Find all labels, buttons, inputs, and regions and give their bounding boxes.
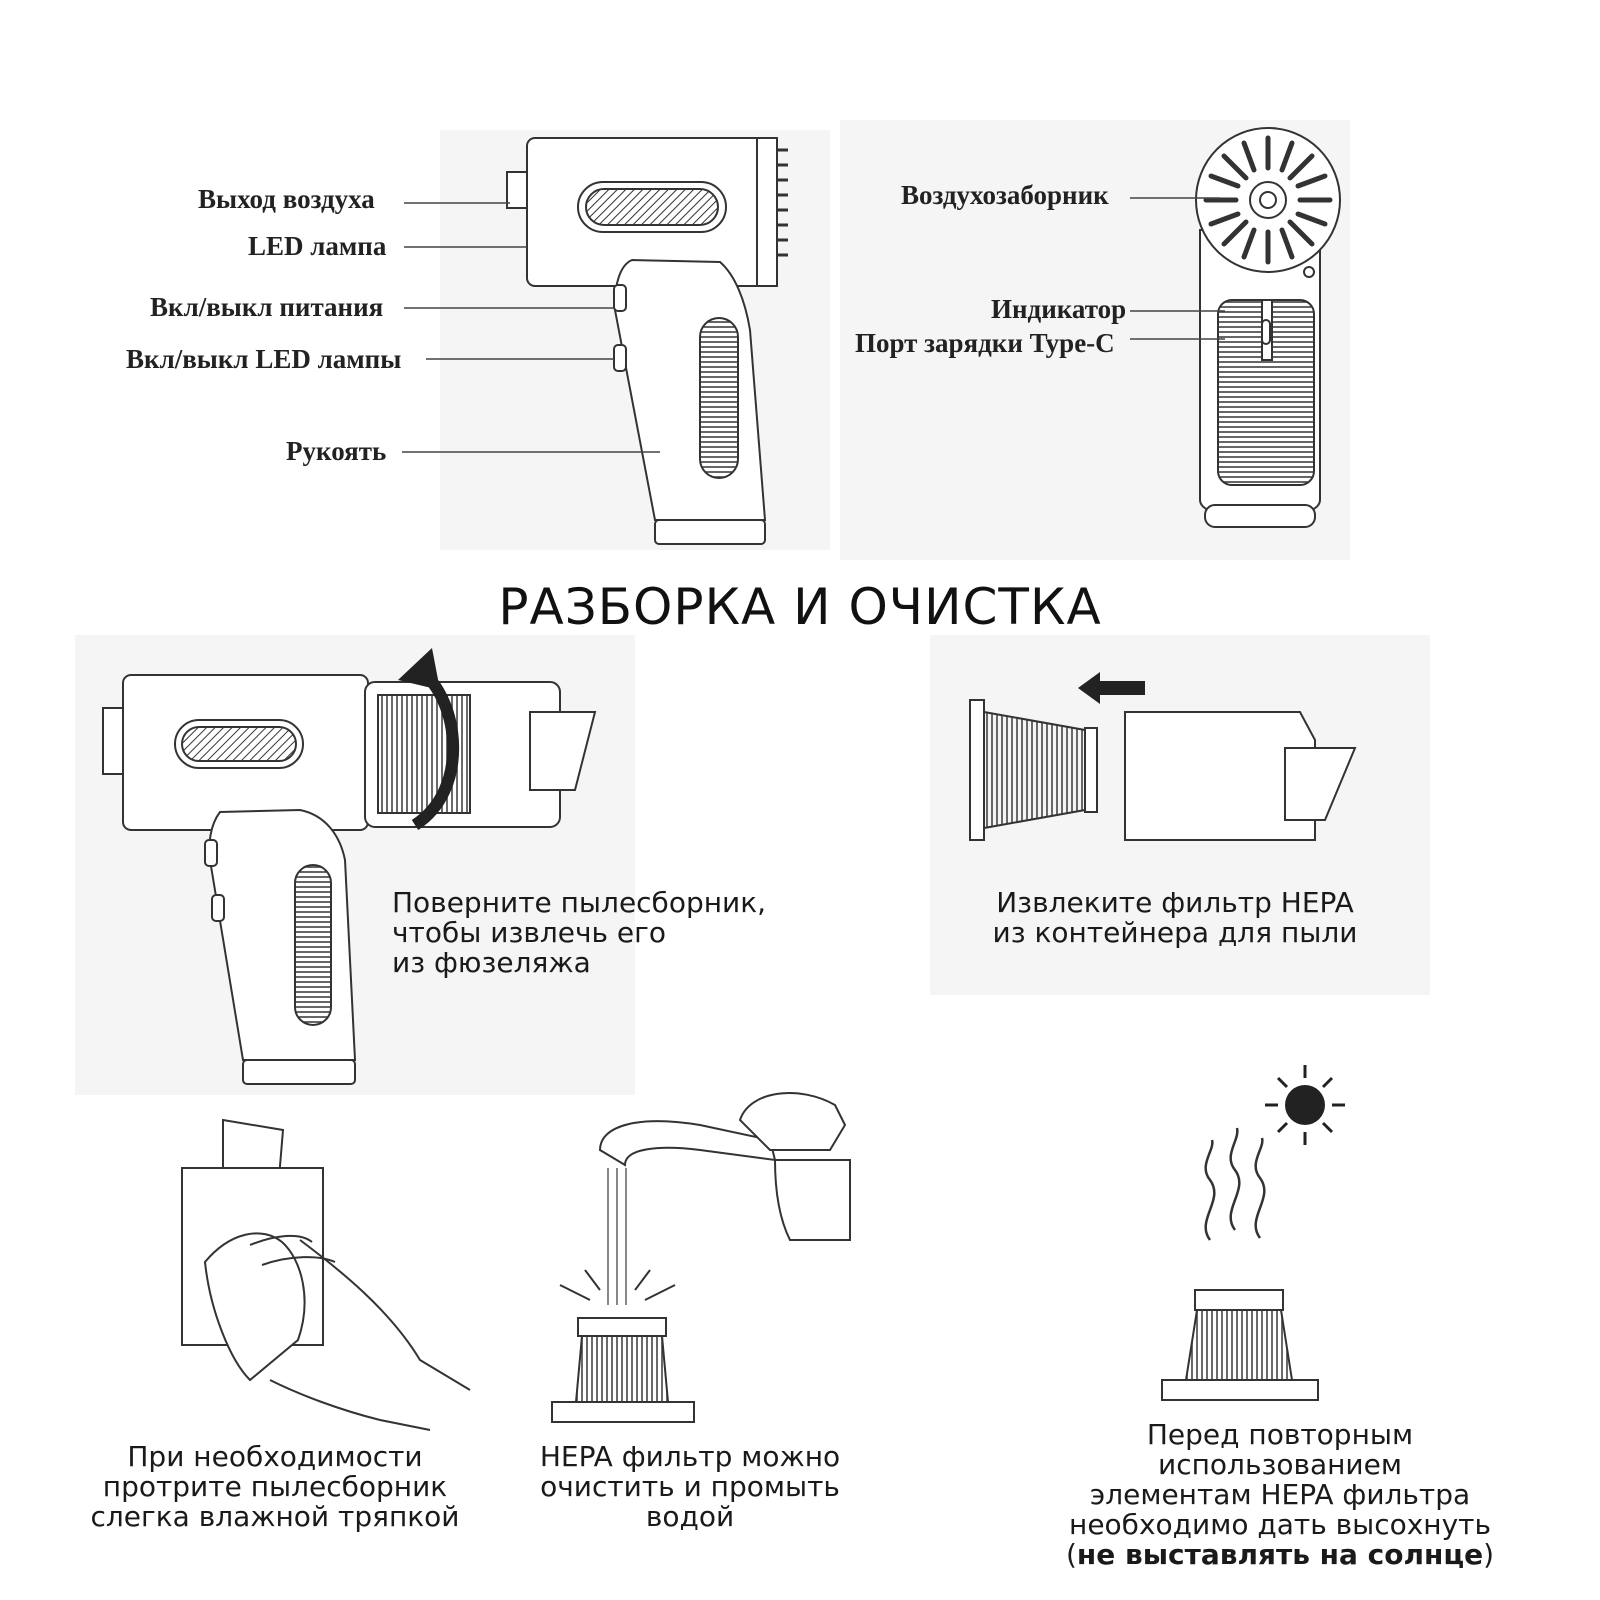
section-title: РАЗБОРКА И ОЧИСТКА bbox=[498, 578, 1102, 636]
label-charging-port: Порт зарядки Type-C bbox=[855, 328, 1115, 358]
caption-dry bbox=[1010, 1420, 1550, 1570]
caption-wipe-line1: При необходимости bbox=[127, 1440, 423, 1473]
caption-dry-line5 bbox=[1010, 1540, 1550, 1570]
label-air-outlet: Выход воздуха bbox=[198, 184, 375, 214]
caption-dry-line1: Перед повторным bbox=[1146, 1418, 1414, 1451]
caption-rotate-line3: из фюзеляжа bbox=[392, 946, 591, 979]
caption-rotate-line1: Поверните пылесборник, bbox=[392, 886, 767, 919]
drying-filter-illustration bbox=[1162, 1290, 1318, 1400]
caption-extract-line2: из контейнера для пыли bbox=[992, 916, 1358, 949]
wipe-with-cloth-illustration bbox=[182, 1120, 470, 1430]
caption-dry-line3: элементам HEPA фильтра bbox=[1089, 1478, 1471, 1511]
label-power-switch: Вкл/выкл питания bbox=[150, 292, 384, 322]
extract-filter-illustration bbox=[970, 700, 1355, 840]
caption-extract bbox=[960, 888, 1390, 948]
faucet-washing-illustration bbox=[552, 1093, 850, 1422]
sun-icon bbox=[1265, 1065, 1345, 1145]
sun-warning: не выставлять на солнце bbox=[1076, 1538, 1484, 1571]
caption-rotate bbox=[392, 888, 766, 978]
steam-icon bbox=[1206, 1128, 1265, 1240]
vacuum-back-view bbox=[1196, 128, 1340, 527]
caption-extract-line1: Извлеките фильтр HEPA bbox=[996, 886, 1354, 919]
caption-wipe bbox=[40, 1442, 510, 1532]
left-arrow-icon bbox=[1078, 672, 1145, 704]
rotate-dust-cup-illustration bbox=[103, 675, 595, 1084]
caption-dry-line2: использованием bbox=[1158, 1448, 1402, 1481]
caption-wash-line2: очистить и промыть bbox=[540, 1470, 840, 1503]
vacuum-side-view bbox=[507, 138, 788, 544]
caption-dry-line4: необходимо дать высохнуть bbox=[1069, 1508, 1491, 1541]
caption-wash bbox=[500, 1442, 880, 1532]
paren-open: ( bbox=[1065, 1538, 1077, 1571]
label-led-switch: Вкл/выкл LED лампы bbox=[126, 344, 402, 374]
label-led-lamp: LED лампа bbox=[248, 231, 387, 261]
caption-rotate-line2: чтобы извлечь его bbox=[392, 916, 666, 949]
caption-wipe-line3: слегка влажной тряпкой bbox=[90, 1500, 460, 1533]
caption-wash-line1: HEPA фильтр можно bbox=[539, 1440, 841, 1473]
label-indicator: Индикатор bbox=[991, 294, 1127, 324]
caption-wash-line3: водой bbox=[645, 1500, 735, 1533]
label-handle: Рукоять bbox=[286, 436, 387, 466]
label-air-intake: Воздухозаборник bbox=[901, 180, 1109, 210]
caption-wipe-line2: протрите пылесборник bbox=[102, 1470, 448, 1503]
paren-close: ) bbox=[1483, 1538, 1495, 1571]
